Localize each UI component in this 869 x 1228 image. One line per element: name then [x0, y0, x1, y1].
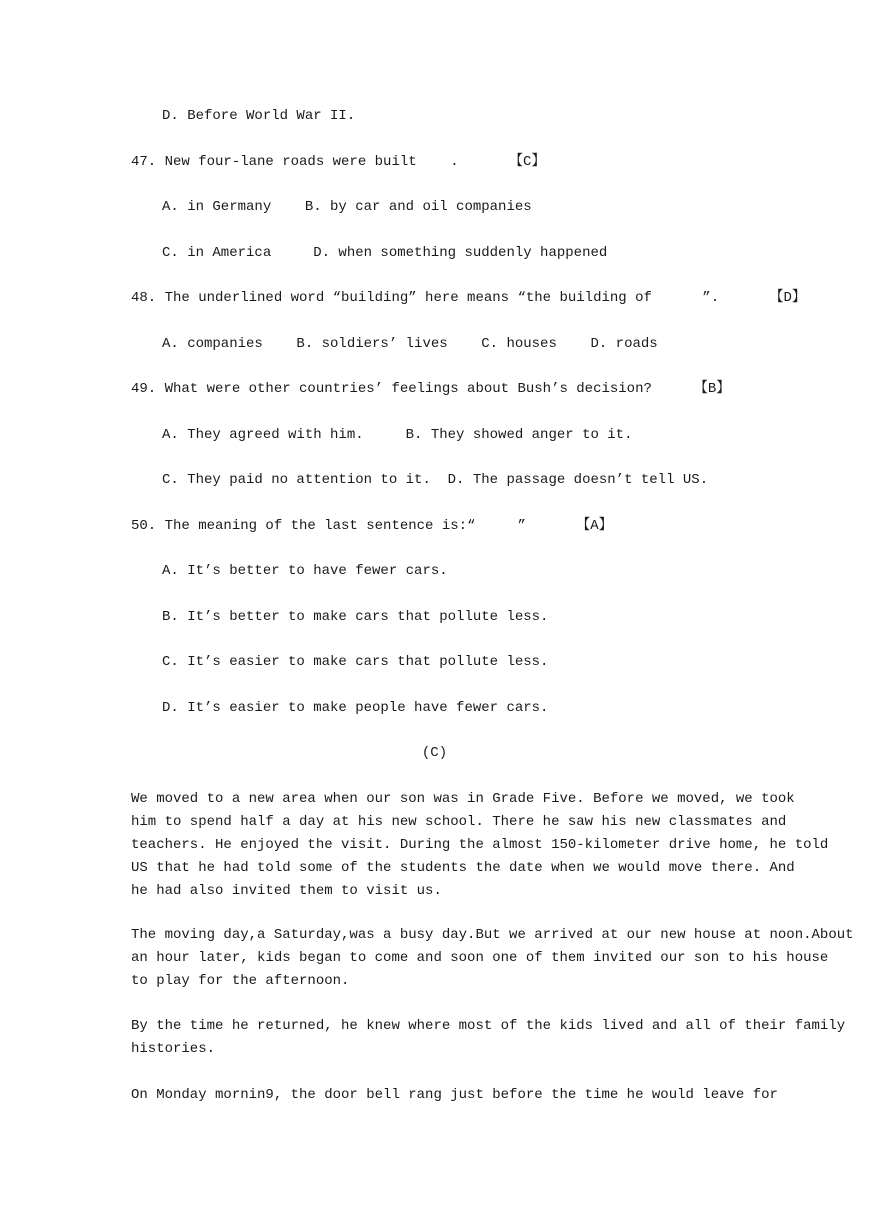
paragraph-line: US that he had told some of the students the date when we would move there. And — [131, 860, 795, 876]
passage-paragraph-3 — [131, 1015, 846, 1061]
q48-stem: 48. The underlined word “building” here means “the building of ”. 【D】 — [131, 290, 806, 306]
q47-options-cd: C. in America D. when something suddenly happened — [162, 245, 608, 261]
paragraph-line: By the time he returned, he knew where most of the kids lived and all of their family — [131, 1018, 846, 1034]
paragraph-line: teachers. He enjoyed the visit. During the almost 150-kilometer drive home, he told — [131, 837, 829, 853]
paragraph-line: On Monday mornin9, the door bell rang just before the time he would leave for — [131, 1087, 778, 1103]
section-heading: (C) — [421, 745, 448, 761]
paragraph-line: to play for the afternoon. — [131, 973, 350, 989]
q50-option-a: A. It’s better to have fewer cars. — [162, 563, 448, 579]
paragraph-line: an hour later, kids began to come and soon one of them invited our son to his house — [131, 950, 829, 966]
q49-options-cd: C. They paid no attention to it. D. The passage doesn’t tell US. — [162, 472, 709, 488]
q47-stem: 47. New four-lane roads were built . 【C】 — [131, 154, 546, 170]
q48-options: A. companies B. soldiers’ lives C. houses D. roads — [162, 336, 658, 352]
q50-stem: 50. The meaning of the last sentence is:“ ” 【A】 — [131, 518, 613, 534]
paragraph-line: him to spend half a day at his new school. There he saw his new classmates and — [131, 814, 787, 830]
paragraph-line: he had also invited them to visit us. — [131, 883, 442, 899]
paragraph-line: histories. — [131, 1041, 216, 1057]
q50-option-d: D. It’s easier to make people have fewer cars. — [162, 700, 549, 716]
paragraph-line: We moved to a new area when our son was in Grade Five. Before we moved, we took — [131, 791, 795, 807]
passage-paragraph-1 — [131, 788, 829, 903]
passage-paragraph-4 — [131, 1084, 778, 1107]
q47-options-ab: A. in Germany B. by car and oil companies — [162, 199, 532, 215]
passage-paragraph-2 — [131, 924, 854, 993]
q50-option-c: C. It’s easier to make cars that pollute less. — [162, 654, 549, 670]
paragraph-line: The moving day,a Saturday,was a busy day.But we arrived at our new house at noon.About — [131, 927, 854, 943]
q46-option-d: D. Before World War II. — [162, 108, 356, 124]
q49-options-ab: A. They agreed with him. B. They showed anger to it. — [162, 427, 633, 443]
q50-option-b: B. It’s better to make cars that pollute less. — [162, 609, 549, 625]
q49-stem: 49. What were other countries’ feelings about Bush’s decision? 【B】 — [131, 381, 731, 397]
